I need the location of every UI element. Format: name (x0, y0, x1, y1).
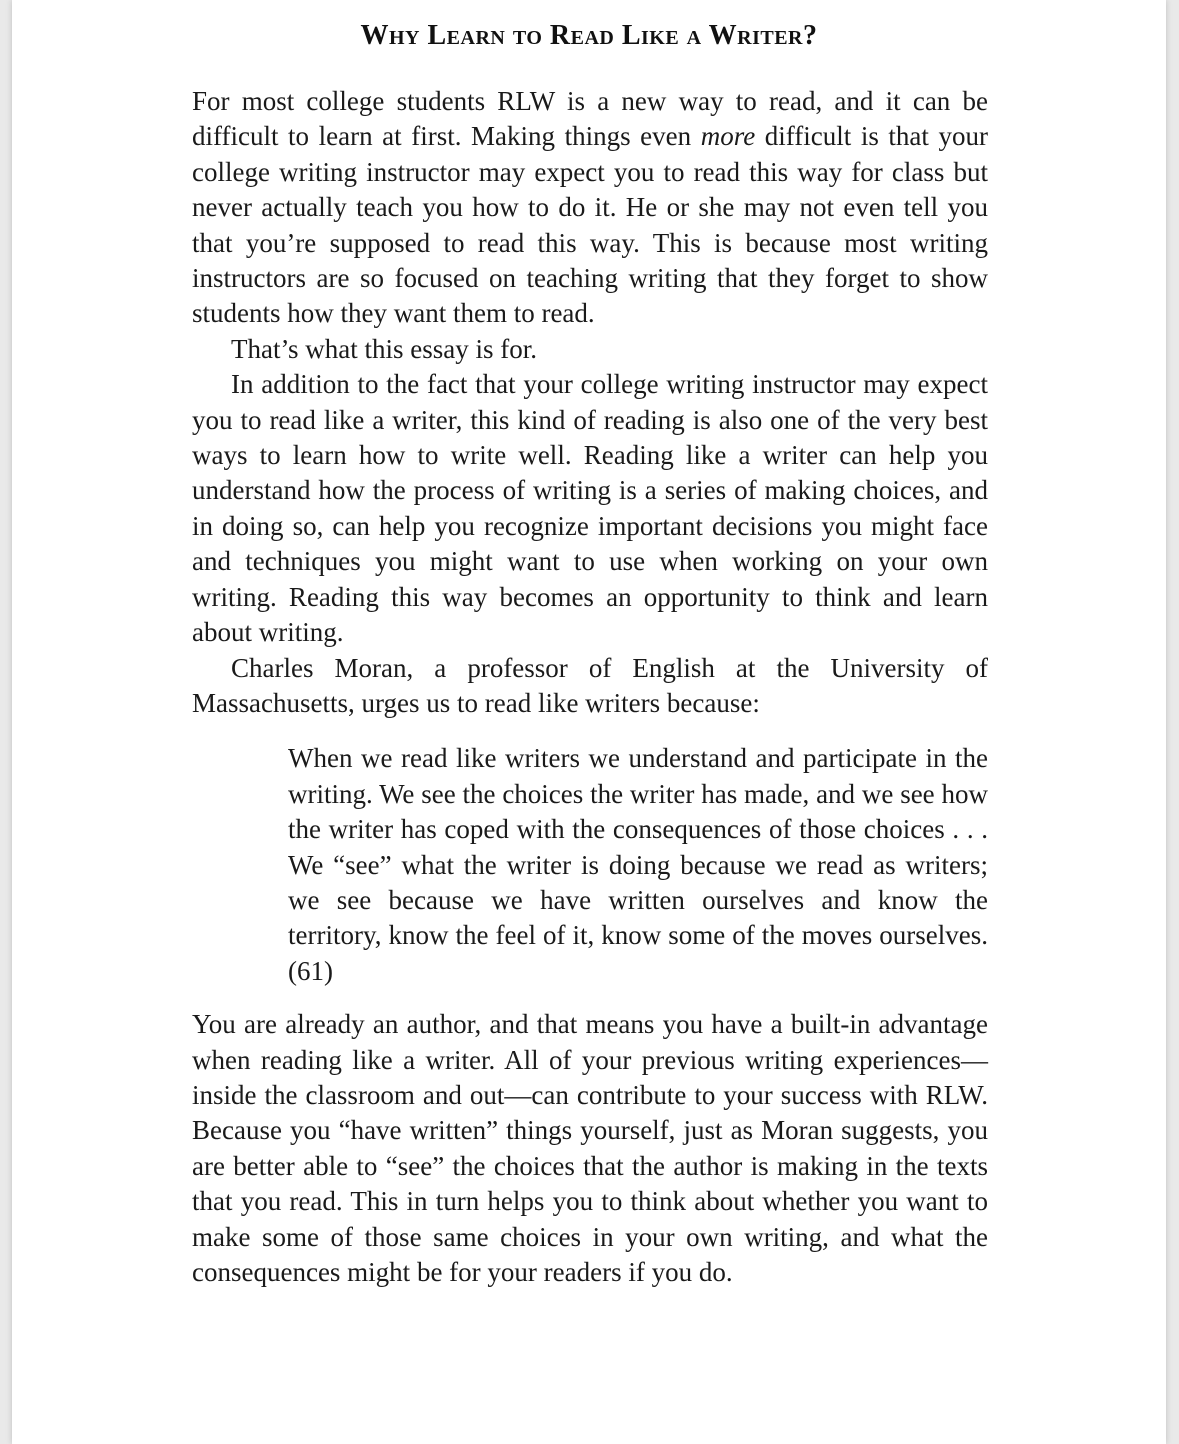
document-body (192, 84, 988, 1290)
paragraph-2: That’s what this essay is for. (231, 333, 537, 364)
paragraph-1-emphasis: more (700, 121, 756, 152)
paragraph-4: Charles Moran, a professor of English at the University of Massachusetts, urges us to read like writers because: (192, 652, 988, 718)
paragraph-1-text-a: For most college students RLW is a new way to read, and it can be difficult to learn at first. Making things even (192, 86, 988, 152)
block-quote: When we read like writers we understand and participate in the writing. We see the choices the writer has made, and we see how the writer has coped with the consequences of those choices . . . We “see” what the writer is doing because we read as writers; we see because we have written ourselves and know the territory, know the feel of it, know some of the moves ourselves. (61) (288, 743, 988, 986)
paragraph-1 (192, 84, 988, 332)
document-page (12, 0, 1166, 1444)
paragraph-3: In addition to the fact that your college writing instructor may expect you to read like a writer, this kind of reading is also one of the very best ways to learn how to write well. Reading like a writer can help you understand how the process of writing is a series of making choices, and in doing so, can help you recognize important decisions you might face and techniques you might want to use when working on your own writing. Reading this way becomes an opportunity to think and learn about writing. (192, 369, 988, 648)
page-title: Why Learn to Read Like a Writer? (360, 20, 818, 51)
paragraph-5: You are already an author, and that means you have a built-in advantage when reading like a writer. All of your previous writing experiences—inside the classroom and out—can contribute to your success with RLW. Because you “have written” things yourself, just as Moran suggests, you are better able to “see” the choices that the author is making in the texts that you read. This in turn helps you to think about whether you want to make some of those same choices in your own writing, and what the consequences might be for your readers if you do. (192, 1009, 988, 1287)
paragraph-1-text-b: difficult is that your college writing instructor may expect you to read this way for class but never actually teach you how to do it. He or she may not even tell you that you’re supposed to read this way. This is because most writing instructors are so focused on teaching writing that they forget to show students how they want them to read. (192, 121, 988, 329)
